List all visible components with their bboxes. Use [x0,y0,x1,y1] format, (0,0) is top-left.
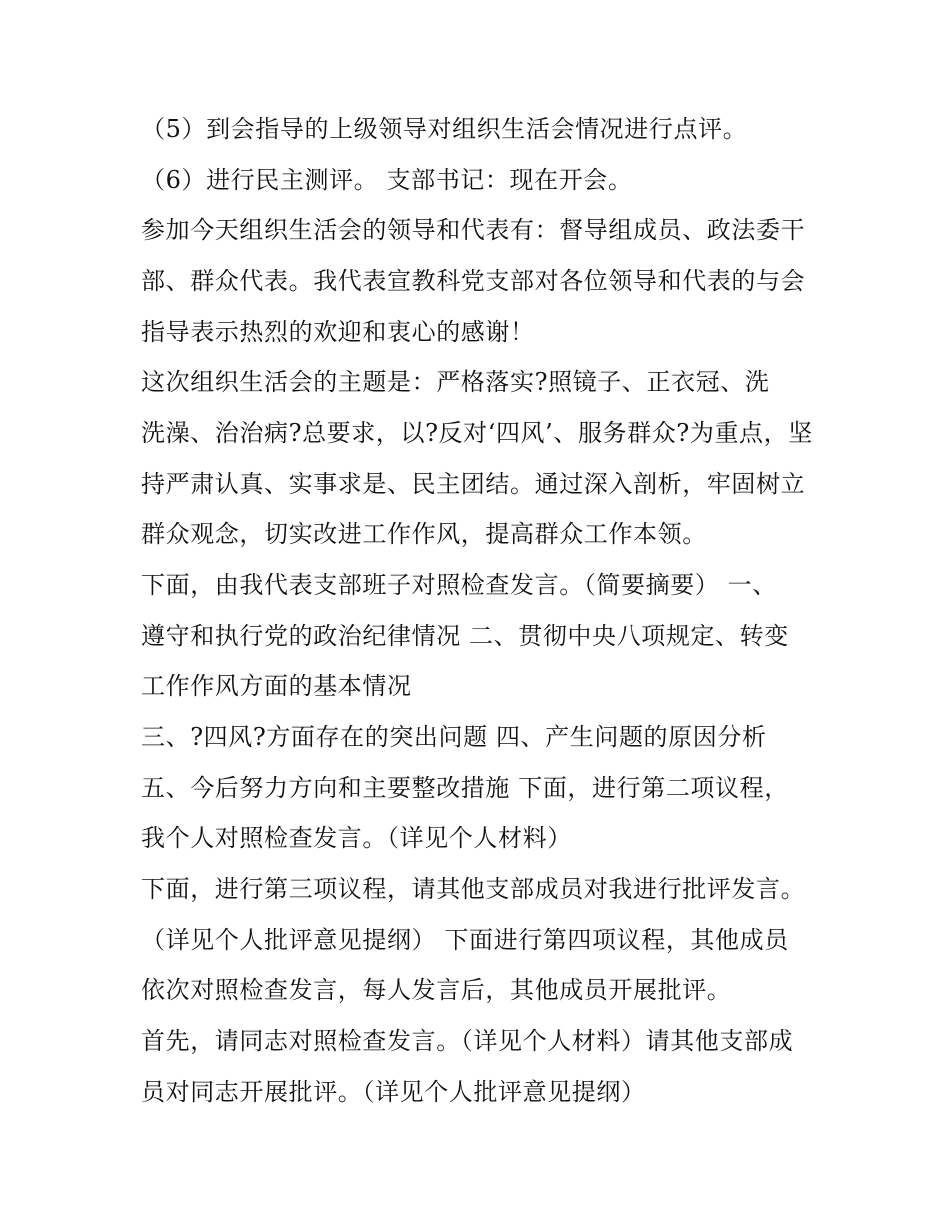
text-line: 洗澡、治治病?总要求，以?反对‘四风’、服务群众?为重点，坚 [141,419,813,447]
text-line: 参加今天组织生活会的领导和代表有：督导组成员、政法委干 [141,216,806,244]
text-line: 依次对照检查发言，每人发言后，其他成员开展批评。 [141,976,732,1004]
text-line: 下面，进行第三项议程，请其他支部成员对我进行批评发言。 [141,875,806,903]
text-line: 三、?四风?方面存在的突出问题 四、产生问题的原因分析 [141,723,767,751]
text-line: （6）进行民主测评。 支部书记：现在开会。 [141,166,633,194]
text-line: 这次组织生活会的主题是：严格落实?照镜子、正衣冠、洗 [141,368,770,396]
text-line: 指导表示热烈的欢迎和衷心的感谢！ [141,318,535,346]
text-line: 持严肃认真、实事求是、民主团结。通过深入剖析，牢固树立 [141,470,806,498]
text-line: （详见个人批评意见提纲） 下面进行第四项议程，其他成员 [141,926,789,954]
text-line: 遵守和执行党的政治纪律情况 二、贯彻中央八项规定、转变 [141,622,789,650]
text-line: 群众观念，切实改进工作作风，提高群众工作本领。 [141,520,707,548]
text-line: 我个人对照检查发言。（详见个人材料） [141,824,572,852]
text-line: 首先，请同志对照检查发言。（详见个人材料）请其他支部成 [141,1027,794,1055]
text-line: 工作作风方面的基本情况 [141,672,412,700]
text-line: 五、今后努力方向和主要整改措施 下面，进行第二项议程， [141,774,789,802]
text-line: 部、群众代表。我代表宣教科党支部对各位领导和代表的与会 [141,267,806,295]
text-line: 员对同志开展批评。（详见个人批评意见提纲） [141,1078,646,1106]
text-line: （5）到会指导的上级领导对组织生活会情况进行点评。 [141,115,748,143]
text-line: 下面，由我代表支部班子对照检查发言。（简要摘要） 一、 [141,571,777,599]
